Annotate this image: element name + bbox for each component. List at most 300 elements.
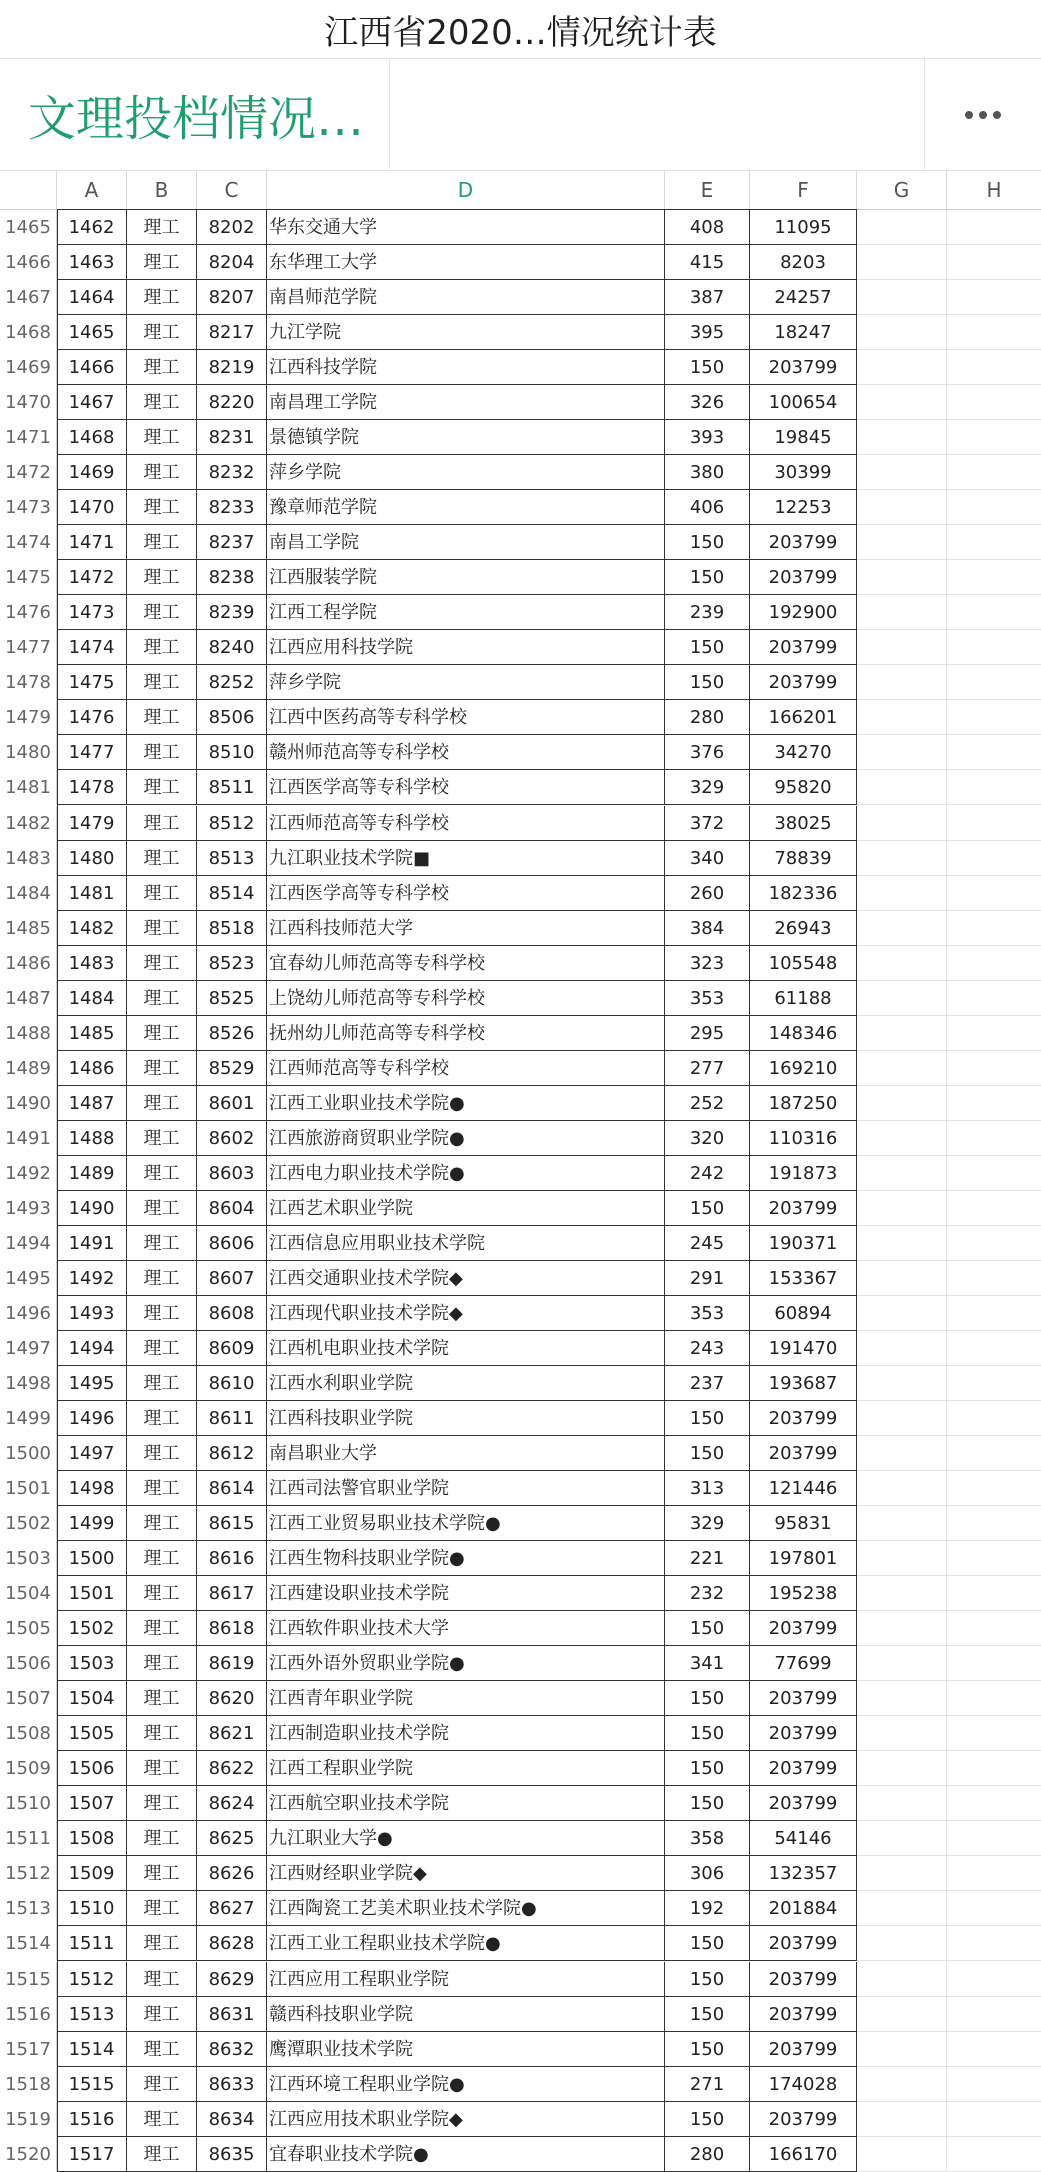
cell-g[interactable] <box>857 1086 947 1121</box>
cell-g[interactable] <box>857 1611 947 1646</box>
cell-a[interactable]: 1462 <box>57 210 127 245</box>
cell-c[interactable]: 8514 <box>197 876 267 911</box>
cell-h[interactable] <box>947 245 1041 280</box>
row-number[interactable]: 1510 <box>0 1786 57 1821</box>
cell-e[interactable]: 320 <box>665 1121 750 1156</box>
cell-a[interactable]: 1472 <box>57 560 127 595</box>
cell-g[interactable] <box>857 1436 947 1471</box>
cell-h[interactable] <box>947 630 1041 665</box>
cell-b[interactable]: 理工 <box>127 946 197 981</box>
cell-d[interactable]: 江西外语外贸职业学院● <box>267 1646 665 1681</box>
row-number[interactable]: 1505 <box>0 1611 57 1646</box>
cell-h[interactable] <box>947 700 1041 735</box>
cell-e[interactable]: 395 <box>665 315 750 350</box>
row-number[interactable]: 1491 <box>0 1121 57 1156</box>
cell-c[interactable]: 8506 <box>197 700 267 735</box>
row-number[interactable]: 1503 <box>0 1541 57 1576</box>
cell-f[interactable]: 203799 <box>750 1962 857 1997</box>
cell-h[interactable] <box>947 1366 1041 1401</box>
cell-d[interactable]: 萍乡学院 <box>267 455 665 490</box>
cell-e[interactable]: 280 <box>665 700 750 735</box>
cell-h[interactable] <box>947 1436 1041 1471</box>
cell-c[interactable]: 8604 <box>197 1191 267 1226</box>
cell-a[interactable]: 1506 <box>57 1751 127 1786</box>
cell-c[interactable]: 8621 <box>197 1716 267 1751</box>
cell-b[interactable]: 理工 <box>127 1926 197 1961</box>
row-number[interactable]: 1512 <box>0 1856 57 1891</box>
column-header-c[interactable]: C <box>197 171 267 209</box>
cell-d[interactable]: 江西陶瓷工艺美术职业技术学院● <box>267 1891 665 1926</box>
cell-d[interactable]: 江西医学高等专科学校 <box>267 770 665 805</box>
cell-a[interactable]: 1489 <box>57 1156 127 1191</box>
cell-g[interactable] <box>857 525 947 560</box>
cell-a[interactable]: 1463 <box>57 245 127 280</box>
cell-d[interactable]: 江西中医药高等专科学校 <box>267 700 665 735</box>
row-number[interactable]: 1494 <box>0 1226 57 1261</box>
cell-b[interactable]: 理工 <box>127 1856 197 1891</box>
cell-f[interactable]: 95831 <box>750 1506 857 1541</box>
cell-h[interactable] <box>947 595 1041 630</box>
cell-b[interactable]: 理工 <box>127 911 197 946</box>
cell-f[interactable]: 195238 <box>750 1576 857 1611</box>
cell-f[interactable]: 169210 <box>750 1051 857 1086</box>
cell-c[interactable]: 8510 <box>197 735 267 770</box>
cell-g[interactable] <box>857 806 947 841</box>
cell-f[interactable]: 24257 <box>750 280 857 315</box>
cell-f[interactable]: 132357 <box>750 1856 857 1891</box>
cell-d[interactable]: 华东交通大学 <box>267 210 665 245</box>
cell-e[interactable]: 150 <box>665 1681 750 1716</box>
row-number[interactable]: 1515 <box>0 1962 57 1997</box>
cell-b[interactable]: 理工 <box>127 1716 197 1751</box>
cell-f[interactable]: 30399 <box>750 455 857 490</box>
row-number[interactable]: 1466 <box>0 245 57 280</box>
cell-a[interactable]: 1466 <box>57 350 127 385</box>
cell-h[interactable] <box>947 1891 1041 1926</box>
row-number[interactable]: 1499 <box>0 1401 57 1436</box>
cell-g[interactable] <box>857 1506 947 1541</box>
cell-d[interactable]: 景德镇学院 <box>267 420 665 455</box>
cell-d[interactable]: 九江学院 <box>267 315 665 350</box>
cell-a[interactable]: 1475 <box>57 665 127 700</box>
cell-a[interactable]: 1514 <box>57 2032 127 2067</box>
cell-h[interactable] <box>947 1681 1041 1716</box>
cell-d[interactable]: 东华理工大学 <box>267 245 665 280</box>
cell-g[interactable] <box>857 1471 947 1506</box>
cell-a[interactable]: 1464 <box>57 280 127 315</box>
cell-a[interactable]: 1498 <box>57 1471 127 1506</box>
cell-b[interactable]: 理工 <box>127 1997 197 2032</box>
cell-b[interactable]: 理工 <box>127 770 197 805</box>
cell-f[interactable]: 203799 <box>750 560 857 595</box>
cell-h[interactable] <box>947 1962 1041 1997</box>
cell-c[interactable]: 8512 <box>197 806 267 841</box>
cell-d[interactable]: 江西环境工程职业学院● <box>267 2067 665 2102</box>
row-number[interactable]: 1496 <box>0 1296 57 1331</box>
cell-e[interactable]: 150 <box>665 630 750 665</box>
cell-e[interactable]: 329 <box>665 770 750 805</box>
column-header-b[interactable]: B <box>127 171 197 209</box>
cell-c[interactable]: 8603 <box>197 1156 267 1191</box>
cell-d[interactable]: 宜春幼儿师范高等专科学校 <box>267 946 665 981</box>
cell-e[interactable]: 291 <box>665 1261 750 1296</box>
cell-a[interactable]: 1473 <box>57 595 127 630</box>
cell-a[interactable]: 1478 <box>57 770 127 805</box>
cell-a[interactable]: 1508 <box>57 1821 127 1856</box>
sheet-tab[interactable]: 文理投档情况… <box>0 59 390 170</box>
cell-e[interactable]: 252 <box>665 1086 750 1121</box>
cell-e[interactable]: 353 <box>665 981 750 1016</box>
cell-e[interactable]: 372 <box>665 806 750 841</box>
cell-d[interactable]: 江西应用科技学院 <box>267 630 665 665</box>
cell-c[interactable]: 8237 <box>197 525 267 560</box>
cell-f[interactable]: 203799 <box>750 1786 857 1821</box>
cell-b[interactable]: 理工 <box>127 1471 197 1506</box>
cell-b[interactable]: 理工 <box>127 700 197 735</box>
cell-b[interactable]: 理工 <box>127 1646 197 1681</box>
cell-c[interactable]: 8619 <box>197 1646 267 1681</box>
cell-b[interactable]: 理工 <box>127 2032 197 2067</box>
cell-e[interactable]: 260 <box>665 876 750 911</box>
cell-g[interactable] <box>857 1366 947 1401</box>
cell-d[interactable]: 江西应用工程职业学院 <box>267 1962 665 1997</box>
cell-a[interactable]: 1501 <box>57 1576 127 1611</box>
cell-c[interactable]: 8602 <box>197 1121 267 1156</box>
cell-f[interactable]: 201884 <box>750 1891 857 1926</box>
cell-g[interactable] <box>857 1646 947 1681</box>
cell-b[interactable]: 理工 <box>127 1541 197 1576</box>
cell-d[interactable]: 上饶幼儿师范高等专科学校 <box>267 981 665 1016</box>
cell-b[interactable]: 理工 <box>127 1786 197 1821</box>
cell-e[interactable]: 358 <box>665 1821 750 1856</box>
cell-f[interactable]: 18247 <box>750 315 857 350</box>
cell-d[interactable]: 江西工程职业学院 <box>267 1751 665 1786</box>
cell-e[interactable]: 150 <box>665 1997 750 2032</box>
cell-h[interactable] <box>947 350 1041 385</box>
cell-a[interactable]: 1468 <box>57 420 127 455</box>
cell-h[interactable] <box>947 385 1041 420</box>
cell-b[interactable]: 理工 <box>127 981 197 1016</box>
cell-h[interactable] <box>947 1261 1041 1296</box>
row-number[interactable]: 1489 <box>0 1051 57 1086</box>
cell-h[interactable] <box>947 1786 1041 1821</box>
cell-h[interactable] <box>947 665 1041 700</box>
cell-e[interactable]: 150 <box>665 2102 750 2137</box>
cell-c[interactable]: 8233 <box>197 490 267 525</box>
cell-d[interactable]: 九江职业技术学院■ <box>267 841 665 876</box>
cell-d[interactable]: 赣州师范高等专科学校 <box>267 735 665 770</box>
cell-e[interactable]: 393 <box>665 420 750 455</box>
cell-d[interactable]: 九江职业大学● <box>267 1821 665 1856</box>
cell-f[interactable]: 60894 <box>750 1296 857 1331</box>
cell-h[interactable] <box>947 1086 1041 1121</box>
cell-a[interactable]: 1512 <box>57 1962 127 1997</box>
cell-h[interactable] <box>947 1156 1041 1191</box>
cell-d[interactable]: 江西机电职业技术学院 <box>267 1331 665 1366</box>
row-number[interactable]: 1495 <box>0 1261 57 1296</box>
cell-c[interactable]: 8219 <box>197 350 267 385</box>
cell-c[interactable]: 8620 <box>197 1681 267 1716</box>
cell-c[interactable]: 8635 <box>197 2137 267 2172</box>
cell-b[interactable]: 理工 <box>127 1681 197 1716</box>
cell-g[interactable] <box>857 350 947 385</box>
cell-a[interactable]: 1516 <box>57 2102 127 2137</box>
row-number[interactable]: 1498 <box>0 1366 57 1401</box>
row-number[interactable]: 1487 <box>0 981 57 1016</box>
cell-a[interactable]: 1479 <box>57 806 127 841</box>
cell-d[interactable]: 江西软件职业技术大学 <box>267 1611 665 1646</box>
cell-b[interactable]: 理工 <box>127 1226 197 1261</box>
cell-b[interactable]: 理工 <box>127 210 197 245</box>
cell-h[interactable] <box>947 315 1041 350</box>
cell-d[interactable]: 宜春职业技术学院● <box>267 2137 665 2172</box>
cell-h[interactable] <box>947 981 1041 1016</box>
cell-d[interactable]: 江西科技师范大学 <box>267 911 665 946</box>
cell-d[interactable]: 南昌工学院 <box>267 525 665 560</box>
cell-e[interactable]: 323 <box>665 946 750 981</box>
cell-g[interactable] <box>857 1891 947 1926</box>
cell-f[interactable]: 203799 <box>750 1436 857 1471</box>
cell-g[interactable] <box>857 1856 947 1891</box>
row-number[interactable]: 1473 <box>0 490 57 525</box>
cell-c[interactable]: 8526 <box>197 1016 267 1051</box>
cell-e[interactable]: 150 <box>665 1716 750 1751</box>
cell-d[interactable]: 江西交通职业技术学院◆ <box>267 1261 665 1296</box>
cell-a[interactable]: 1503 <box>57 1646 127 1681</box>
cell-d[interactable]: 江西司法警官职业学院 <box>267 1471 665 1506</box>
row-number[interactable]: 1486 <box>0 946 57 981</box>
cell-e[interactable]: 306 <box>665 1856 750 1891</box>
row-number[interactable]: 1472 <box>0 455 57 490</box>
cell-a[interactable]: 1490 <box>57 1191 127 1226</box>
cell-b[interactable]: 理工 <box>127 735 197 770</box>
cell-b[interactable]: 理工 <box>127 1436 197 1471</box>
select-all-corner[interactable] <box>0 171 57 209</box>
cell-d[interactable]: 赣西科技职业学院 <box>267 1997 665 2032</box>
column-header-h[interactable]: H <box>986 178 1002 202</box>
row-number[interactable]: 1493 <box>0 1191 57 1226</box>
cell-b[interactable]: 理工 <box>127 1016 197 1051</box>
cell-f[interactable]: 203799 <box>750 350 857 385</box>
cell-c[interactable]: 8615 <box>197 1506 267 1541</box>
cell-g[interactable] <box>857 2102 947 2137</box>
cell-a[interactable]: 1488 <box>57 1121 127 1156</box>
cell-c[interactable]: 8601 <box>197 1086 267 1121</box>
cell-c[interactable]: 8614 <box>197 1471 267 1506</box>
cell-g[interactable] <box>857 770 947 805</box>
row-number[interactable]: 1482 <box>0 806 57 841</box>
cell-b[interactable]: 理工 <box>127 280 197 315</box>
cell-g[interactable] <box>857 1681 947 1716</box>
cell-b[interactable]: 理工 <box>127 2067 197 2102</box>
cell-f[interactable]: 203799 <box>750 630 857 665</box>
cell-d[interactable]: 江西医学高等专科学校 <box>267 876 665 911</box>
cell-a[interactable]: 1483 <box>57 946 127 981</box>
cell-d[interactable]: 江西工程学院 <box>267 595 665 630</box>
cell-d[interactable]: 鹰潭职业技术学院 <box>267 2032 665 2067</box>
cell-b[interactable]: 理工 <box>127 595 197 630</box>
row-number[interactable]: 1478 <box>0 665 57 700</box>
cell-e[interactable]: 376 <box>665 735 750 770</box>
cell-c[interactable]: 8629 <box>197 1962 267 1997</box>
cell-e[interactable]: 150 <box>665 1786 750 1821</box>
row-number[interactable]: 1469 <box>0 350 57 385</box>
cell-f[interactable]: 148346 <box>750 1016 857 1051</box>
cell-e[interactable]: 271 <box>665 2067 750 2102</box>
cell-b[interactable]: 理工 <box>127 525 197 560</box>
cell-d[interactable]: 江西旅游商贸职业学院● <box>267 1121 665 1156</box>
cell-b[interactable]: 理工 <box>127 1611 197 1646</box>
row-number[interactable]: 1518 <box>0 2067 57 2102</box>
more-dots-icon[interactable] <box>924 59 1041 170</box>
cell-g[interactable] <box>857 1576 947 1611</box>
cell-h[interactable] <box>947 1401 1041 1436</box>
cell-e[interactable]: 353 <box>665 1296 750 1331</box>
cell-c[interactable]: 8627 <box>197 1891 267 1926</box>
cell-g[interactable] <box>857 841 947 876</box>
cell-f[interactable]: 153367 <box>750 1261 857 1296</box>
row-number[interactable]: 1502 <box>0 1506 57 1541</box>
cell-b[interactable]: 理工 <box>127 1156 197 1191</box>
cell-h[interactable] <box>947 1296 1041 1331</box>
cell-b[interactable]: 理工 <box>127 1331 197 1366</box>
row-number[interactable]: 1497 <box>0 1331 57 1366</box>
cell-e[interactable]: 150 <box>665 1401 750 1436</box>
cell-d[interactable]: 南昌理工学院 <box>267 385 665 420</box>
cell-g[interactable] <box>857 981 947 1016</box>
cell-c[interactable]: 8625 <box>197 1821 267 1856</box>
cell-c[interactable]: 8523 <box>197 946 267 981</box>
cell-d[interactable]: 江西水利职业学院 <box>267 1366 665 1401</box>
cell-f[interactable]: 100654 <box>750 385 857 420</box>
cell-d[interactable]: 江西工业工程职业技术学院● <box>267 1926 665 1961</box>
cell-a[interactable]: 1510 <box>57 1891 127 1926</box>
cell-f[interactable]: 203799 <box>750 1611 857 1646</box>
cell-f[interactable]: 191470 <box>750 1331 857 1366</box>
cell-e[interactable]: 239 <box>665 595 750 630</box>
cell-e[interactable]: 242 <box>665 1156 750 1191</box>
cell-e[interactable]: 384 <box>665 911 750 946</box>
cell-f[interactable]: 166170 <box>750 2137 857 2172</box>
cell-e[interactable]: 313 <box>665 1471 750 1506</box>
cell-g[interactable] <box>857 665 947 700</box>
row-number[interactable]: 1517 <box>0 2032 57 2067</box>
cell-c[interactable]: 8611 <box>197 1401 267 1436</box>
cell-f[interactable]: 77699 <box>750 1646 857 1681</box>
cell-e[interactable]: 408 <box>665 210 750 245</box>
cell-h[interactable] <box>947 525 1041 560</box>
cell-e[interactable]: 329 <box>665 1506 750 1541</box>
cell-c[interactable]: 8617 <box>197 1576 267 1611</box>
cell-h[interactable] <box>947 735 1041 770</box>
cell-c[interactable]: 8626 <box>197 1856 267 1891</box>
cell-e[interactable]: 277 <box>665 1051 750 1086</box>
cell-c[interactable]: 8633 <box>197 2067 267 2102</box>
cell-d[interactable]: 江西建设职业技术学院 <box>267 1576 665 1611</box>
cell-a[interactable]: 1513 <box>57 1997 127 2032</box>
cell-b[interactable]: 理工 <box>127 385 197 420</box>
row-number[interactable]: 1500 <box>0 1436 57 1471</box>
cell-e[interactable]: 237 <box>665 1366 750 1401</box>
cell-h[interactable] <box>947 560 1041 595</box>
row-number[interactable]: 1476 <box>0 595 57 630</box>
cell-f[interactable]: 166201 <box>750 700 857 735</box>
cell-a[interactable]: 1484 <box>57 981 127 1016</box>
cell-c[interactable]: 8513 <box>197 841 267 876</box>
cell-g[interactable] <box>857 630 947 665</box>
cell-h[interactable] <box>947 1226 1041 1261</box>
cell-e[interactable]: 406 <box>665 490 750 525</box>
cell-a[interactable]: 1480 <box>57 841 127 876</box>
cell-e[interactable]: 150 <box>665 525 750 560</box>
cell-e[interactable]: 150 <box>665 1962 750 1997</box>
cell-g[interactable] <box>857 735 947 770</box>
cell-a[interactable]: 1482 <box>57 911 127 946</box>
cell-h[interactable] <box>947 1506 1041 1541</box>
cell-e[interactable]: 387 <box>665 280 750 315</box>
cell-d[interactable]: 萍乡学院 <box>267 665 665 700</box>
cell-h[interactable] <box>947 946 1041 981</box>
cell-e[interactable]: 150 <box>665 1191 750 1226</box>
cell-h[interactable] <box>947 806 1041 841</box>
cell-a[interactable]: 1494 <box>57 1331 127 1366</box>
row-number[interactable]: 1511 <box>0 1821 57 1856</box>
cell-d[interactable]: 江西科技学院 <box>267 350 665 385</box>
cell-a[interactable]: 1485 <box>57 1016 127 1051</box>
cell-f[interactable]: 19845 <box>750 420 857 455</box>
cell-b[interactable]: 理工 <box>127 1821 197 1856</box>
cell-b[interactable]: 理工 <box>127 1191 197 1226</box>
row-number[interactable]: 1485 <box>0 911 57 946</box>
cell-e[interactable]: 280 <box>665 2137 750 2172</box>
cell-g[interactable] <box>857 1156 947 1191</box>
cell-f[interactable]: 110316 <box>750 1121 857 1156</box>
cell-h[interactable] <box>947 1997 1041 2032</box>
cell-e[interactable]: 150 <box>665 350 750 385</box>
cell-a[interactable]: 1495 <box>57 1366 127 1401</box>
column-header-a[interactable]: A <box>57 171 127 209</box>
cell-f[interactable]: 8203 <box>750 245 857 280</box>
row-number[interactable]: 1483 <box>0 841 57 876</box>
cell-h[interactable] <box>947 420 1041 455</box>
cell-c[interactable]: 8238 <box>197 560 267 595</box>
cell-e[interactable]: 150 <box>665 1751 750 1786</box>
cell-g[interactable] <box>857 1226 947 1261</box>
row-number[interactable]: 1480 <box>0 735 57 770</box>
cell-f[interactable]: 203799 <box>750 1401 857 1436</box>
cell-h[interactable] <box>947 1576 1041 1611</box>
cell-d[interactable]: 豫章师范学院 <box>267 490 665 525</box>
cell-g[interactable] <box>857 1051 947 1086</box>
cell-g[interactable] <box>857 1997 947 2032</box>
cell-g[interactable] <box>857 315 947 350</box>
cell-b[interactable]: 理工 <box>127 1751 197 1786</box>
cell-f[interactable]: 203799 <box>750 1716 857 1751</box>
cell-b[interactable]: 理工 <box>127 665 197 700</box>
cell-e[interactable]: 380 <box>665 455 750 490</box>
column-header-d[interactable]: D <box>267 171 665 209</box>
row-number[interactable]: 1492 <box>0 1156 57 1191</box>
cell-a[interactable]: 1474 <box>57 630 127 665</box>
cell-d[interactable]: 江西航空职业技术学院 <box>267 1786 665 1821</box>
cell-c[interactable]: 8606 <box>197 1226 267 1261</box>
cell-b[interactable]: 理工 <box>127 1121 197 1156</box>
cell-c[interactable]: 8240 <box>197 630 267 665</box>
cell-g[interactable] <box>857 2137 947 2172</box>
cell-h[interactable] <box>947 280 1041 315</box>
cell-g[interactable] <box>857 1331 947 1366</box>
cell-g[interactable] <box>857 1716 947 1751</box>
